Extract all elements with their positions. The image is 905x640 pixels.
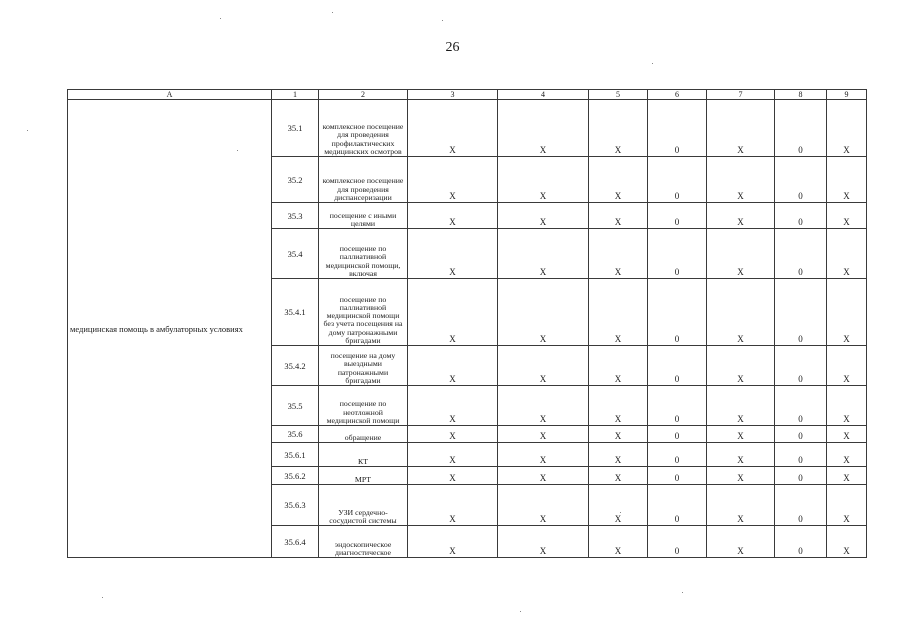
- value-cell: 0: [648, 157, 707, 203]
- value-cell: X: [707, 426, 775, 443]
- value-cell: X: [408, 467, 498, 485]
- value-cell: X: [589, 485, 648, 526]
- value-cell: 0: [775, 100, 827, 157]
- value-cell: 0: [648, 279, 707, 346]
- value-cell: X: [589, 157, 648, 203]
- page-number: 26: [445, 40, 460, 55]
- header-cell: 3: [408, 90, 498, 100]
- row-code: 35.4: [272, 229, 319, 279]
- value-cell: X: [707, 229, 775, 279]
- row-name: посещение по паллиативной медицинской помощи без учета посещения на дому патронажными бригадами: [319, 279, 408, 346]
- row-code: 35.4.2: [272, 346, 319, 386]
- value-cell: X: [827, 279, 867, 346]
- value-cell: X: [498, 467, 589, 485]
- header-cell: 7: [707, 90, 775, 100]
- value-cell: X: [707, 346, 775, 386]
- row-code: 35.1: [272, 100, 319, 157]
- scan-speck: [682, 592, 683, 593]
- value-cell: X: [707, 443, 775, 467]
- row-name: посещение по неотложной медицинской помощи: [319, 386, 408, 426]
- value-cell: X: [589, 386, 648, 426]
- header-cell: 5: [589, 90, 648, 100]
- value-cell: X: [707, 467, 775, 485]
- value-cell: X: [707, 157, 775, 203]
- value-cell: X: [408, 443, 498, 467]
- value-cell: X: [707, 203, 775, 229]
- row-code: 35.5: [272, 386, 319, 426]
- value-cell: X: [408, 229, 498, 279]
- row-code: 35.4.1: [272, 279, 319, 346]
- value-cell: 0: [775, 279, 827, 346]
- value-cell: X: [827, 346, 867, 386]
- value-cell: X: [827, 426, 867, 443]
- value-cell: X: [707, 485, 775, 526]
- row-code: 35.6.2: [272, 467, 319, 485]
- value-cell: X: [408, 386, 498, 426]
- value-cell: 0: [648, 203, 707, 229]
- value-cell: 0: [775, 346, 827, 386]
- scan-speck: [27, 130, 28, 131]
- value-cell: X: [589, 426, 648, 443]
- scan-speck: [220, 18, 221, 19]
- value-cell: X: [408, 279, 498, 346]
- value-cell: X: [408, 157, 498, 203]
- value-cell: 0: [775, 526, 827, 558]
- table-row: [68, 100, 867, 157]
- row-code: 35.6: [272, 426, 319, 443]
- value-cell: X: [827, 203, 867, 229]
- value-cell: X: [707, 386, 775, 426]
- value-cell: X: [827, 526, 867, 558]
- row-code: 35.6.1: [272, 443, 319, 467]
- value-cell: X: [589, 229, 648, 279]
- scan-speck: [332, 12, 333, 13]
- value-cell: X: [408, 526, 498, 558]
- scan-speck: [652, 63, 653, 64]
- value-cell: 0: [648, 386, 707, 426]
- row-name: посещение на дому выездными патронажными бригадами: [319, 346, 408, 386]
- value-cell: 0: [648, 426, 707, 443]
- value-cell: 0: [648, 443, 707, 467]
- value-cell: X: [408, 346, 498, 386]
- value-cell: 0: [648, 229, 707, 279]
- value-cell: 0: [648, 485, 707, 526]
- value-cell: X: [498, 229, 589, 279]
- value-cell: 0: [648, 346, 707, 386]
- value-cell: X: [408, 203, 498, 229]
- value-cell: X: [589, 100, 648, 157]
- value-cell: 0: [648, 100, 707, 157]
- header-cell: 2: [319, 90, 408, 100]
- value-cell: 0: [775, 467, 827, 485]
- row-name: эндоскопическое диагностическое: [319, 526, 408, 558]
- header-cell: A: [68, 90, 272, 100]
- value-cell: X: [827, 386, 867, 426]
- value-cell: X: [827, 157, 867, 203]
- value-cell: X: [498, 386, 589, 426]
- value-cell: X: [498, 203, 589, 229]
- value-cell: X: [498, 526, 589, 558]
- value-cell: 0: [775, 485, 827, 526]
- header-cell: 8: [775, 90, 827, 100]
- value-cell: X: [498, 157, 589, 203]
- row-name: обращение: [319, 426, 408, 443]
- value-cell: X: [827, 443, 867, 467]
- row-name: посещение с иными целями: [319, 203, 408, 229]
- value-cell: X: [589, 279, 648, 346]
- scan-speck: [237, 150, 238, 151]
- scan-speck: [102, 597, 103, 598]
- header-cell: 9: [827, 90, 867, 100]
- row-code: 35.6.4: [272, 526, 319, 558]
- value-cell: X: [827, 100, 867, 157]
- row-code: 35.2: [272, 157, 319, 203]
- value-cell: X: [589, 526, 648, 558]
- value-cell: X: [498, 443, 589, 467]
- row-name: посещение по паллиативной медицинской помощи, включая: [319, 229, 408, 279]
- value-cell: X: [827, 229, 867, 279]
- value-cell: X: [408, 100, 498, 157]
- header-cell: 6: [648, 90, 707, 100]
- scan-speck: [620, 512, 621, 513]
- value-cell: X: [707, 100, 775, 157]
- value-cell: 0: [775, 229, 827, 279]
- value-cell: 0: [648, 526, 707, 558]
- header-row: [68, 90, 867, 100]
- value-cell: X: [498, 346, 589, 386]
- row-name: комплексное посещение для проведения диспансеризации: [319, 157, 408, 203]
- value-cell: 0: [648, 467, 707, 485]
- value-cell: 0: [775, 157, 827, 203]
- value-cell: 0: [775, 426, 827, 443]
- value-cell: 0: [775, 443, 827, 467]
- value-cell: X: [589, 203, 648, 229]
- scan-speck: [442, 20, 443, 21]
- row-name: УЗИ сердечно-сосудистой системы: [319, 485, 408, 526]
- value-cell: 0: [775, 203, 827, 229]
- row-name: МРТ: [319, 467, 408, 485]
- value-cell: X: [589, 346, 648, 386]
- header-cell: 1: [272, 90, 319, 100]
- category-cell: [68, 100, 272, 558]
- row-code: 35.3: [272, 203, 319, 229]
- value-cell: X: [589, 443, 648, 467]
- value-cell: X: [498, 485, 589, 526]
- value-cell: X: [498, 426, 589, 443]
- row-name: КТ: [319, 443, 408, 467]
- value-cell: X: [589, 467, 648, 485]
- value-cell: X: [498, 279, 589, 346]
- value-cell: X: [707, 526, 775, 558]
- data-table: [67, 89, 867, 558]
- value-cell: X: [827, 485, 867, 526]
- category-label: медицинская помощь в амбулаторных условиях: [70, 323, 243, 334]
- scan-speck: [520, 611, 521, 612]
- value-cell: X: [827, 467, 867, 485]
- row-name: комплексное посещение для проведения профилактических медицинских осмотров: [319, 100, 408, 157]
- value-cell: X: [707, 279, 775, 346]
- value-cell: X: [408, 426, 498, 443]
- header-cell: 4: [498, 90, 589, 100]
- row-code: 35.6.3: [272, 485, 319, 526]
- value-cell: X: [498, 100, 589, 157]
- value-cell: X: [408, 485, 498, 526]
- value-cell: 0: [775, 386, 827, 426]
